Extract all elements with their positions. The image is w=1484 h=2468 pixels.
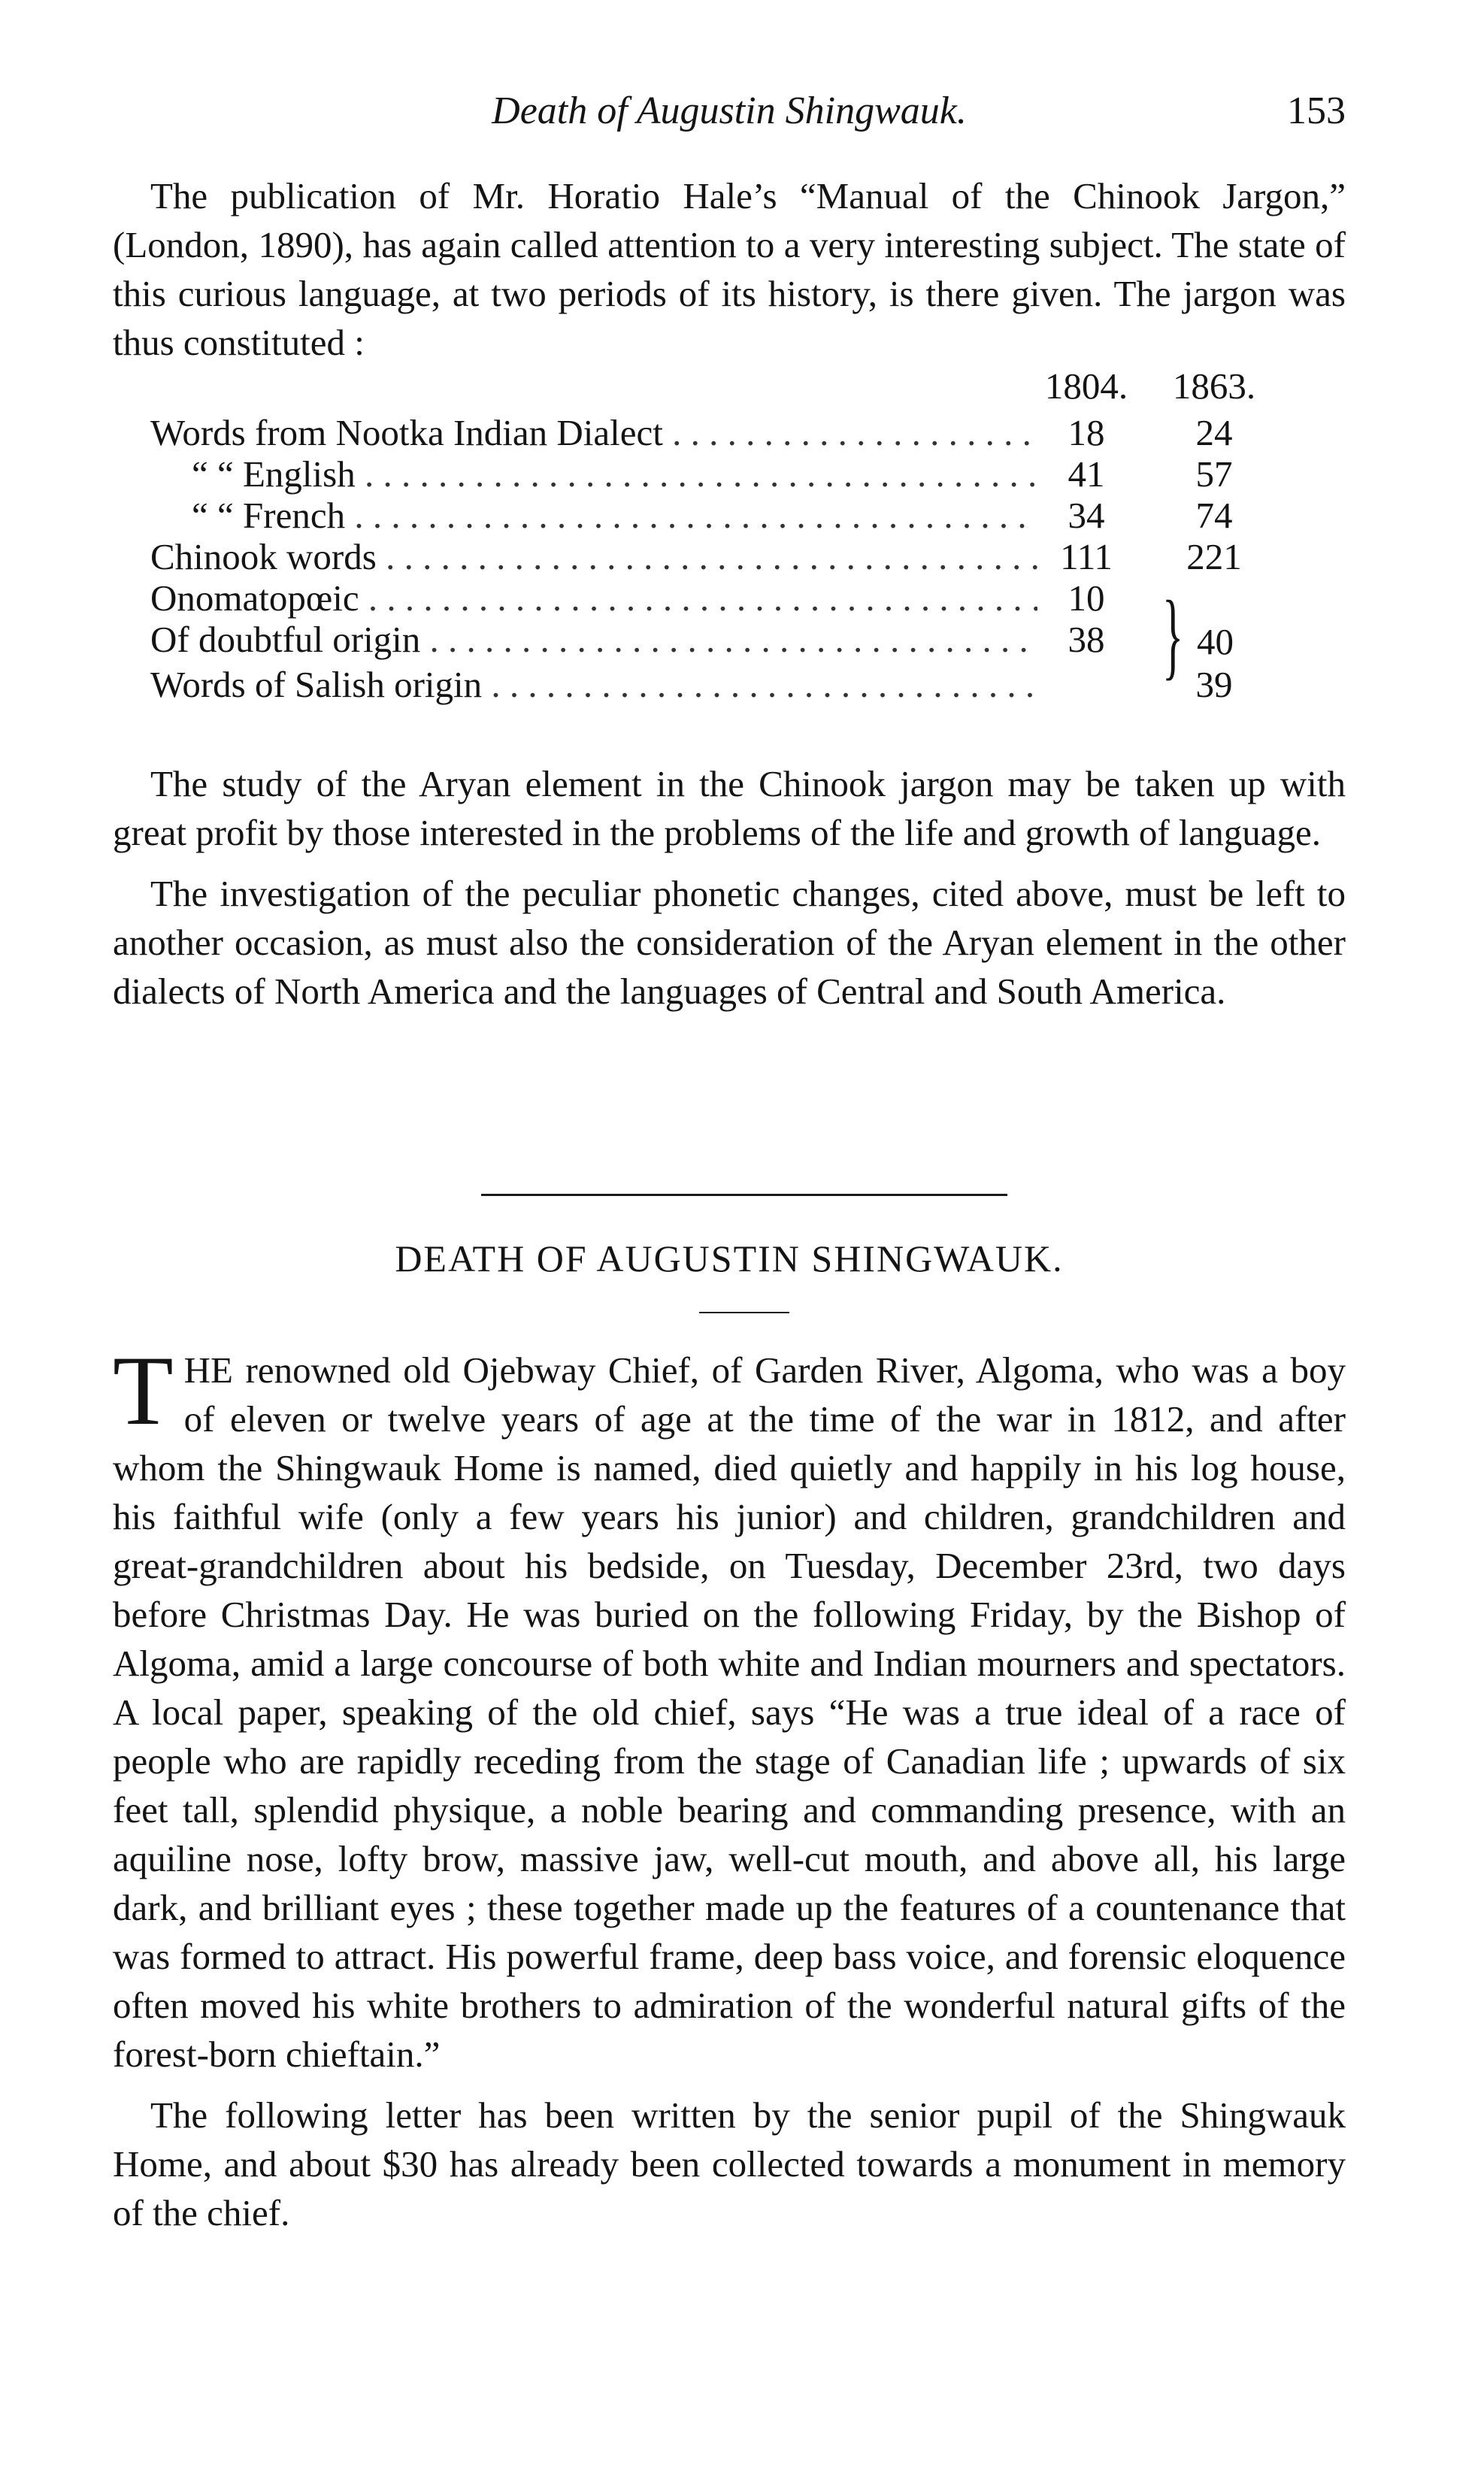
section-divider — [481, 1194, 1007, 1196]
table-row — [150, 411, 1316, 453]
value-1863: 39 — [1195, 664, 1233, 705]
table-row — [150, 453, 1316, 495]
value-1863: 74 — [1195, 495, 1233, 536]
letter-paragraph: The following letter has been written by the senior pupil of the Shingwauk Home, and about $30 has already been collected towards a monument in memory of the chief. — [113, 2094, 1346, 2233]
intro-paragraph: The publication of Mr. Horatio Hale’s “Manual of the Chinook Jargon,” (London, 1890), has again called attention to a very interesting subject. The state of this curious language, at two periods of its history, is there given. The jargon was thus constituted : — [113, 175, 1346, 363]
running-head — [113, 89, 1346, 141]
value-1804: 41 — [1068, 453, 1105, 495]
column-header-1863: 1863. — [1172, 365, 1256, 407]
row-label: “ “ French . . . — [192, 494, 1037, 537]
table-row — [150, 494, 1316, 536]
investigation-paragraph: The investigation of the peculiar phonetic changes, cited above, must be left to another occasion, as must also the consideration of the Aryan element in the other dialects of North America and the languages of Central and South America. — [113, 873, 1346, 1012]
value-1804: 18 — [1068, 412, 1105, 453]
value-1804: 38 — [1068, 619, 1105, 660]
heading-underline — [699, 1312, 789, 1313]
value-1863: 221 — [1186, 536, 1242, 577]
obituary-text: HE renowned old Ojebway Chief, of Garden River, Algoma, who was a boy of eleven or twelve years of age at the time of the war in 1812, and after whom the Shingwauk Home is named, died quietly and happily in his log house, his faithful wife (only a few years his junior) and children, grandchildren and great-grandchildren about his bedside, on Tuesday, December 23rd, two days before Christmas Day. He was buried on the following Friday, by the Bishop of Algoma, amid a large concourse of both white and Indian mourners and spectators. A local paper, speaking of the old chief, says “He was a true ideal of a race of people who are rapidly receding from the stage of Canadian life ; upwards of six feet tall, splendid physique, a noble bearing and commanding presence, with an aquiline nose, lofty brow, massive jaw, well-cut mouth, and above all, his large dark, and brilliant eyes ; these together made up the features of a countenance that was formed to attract. His powerful frame, deep bass voice, and forensic eloquence often moved his white brothers to admiration of the wonderful natural gifts of the forest-born chieftain.” — [113, 1349, 1346, 2075]
table-row — [150, 663, 1316, 705]
table-row — [150, 535, 1316, 577]
value-1804: 34 — [1068, 495, 1105, 536]
row-label: Chinook words . . . — [150, 535, 1037, 578]
table-row — [150, 618, 1316, 660]
row-label: Words from Nootka Indian Dialect . . . — [150, 411, 1037, 454]
column-header-1804: 1804. — [1044, 365, 1128, 407]
value-1804: 111 — [1060, 536, 1113, 577]
table-header-row — [150, 365, 1316, 410]
row-label: “ “ English . . . — [192, 453, 1037, 495]
value-1804: 10 — [1068, 577, 1105, 619]
drop-cap: T — [113, 1335, 174, 1446]
table-row — [150, 577, 1316, 619]
value-1863: 24 — [1195, 412, 1233, 453]
obituary-paragraph — [113, 1335, 1346, 2079]
aryan-paragraph: The study of the Aryan element in the Chinook jargon may be taken up with great profit by those interested in the problems of the life and growth of language. — [113, 763, 1346, 853]
row-label: Onomatopœic . . . — [150, 577, 1037, 619]
closing-paragraphs-block — [113, 759, 1346, 1016]
running-title: Death of Augustin Shingwauk. — [492, 89, 967, 132]
row-label: Words of Salish origin . . . — [150, 663, 1037, 706]
value-1863: 57 — [1195, 453, 1233, 495]
intro-paragraph-block — [113, 171, 1346, 367]
page-number: 153 — [1287, 89, 1346, 132]
bracketed-total-1863: 40 — [1197, 621, 1234, 662]
curly-brace-icon: } — [1162, 581, 1184, 689]
row-label: Of doubtful origin . . . — [150, 618, 1037, 661]
obituary-block — [113, 1335, 1346, 2237]
section-heading: DEATH OF AUGUSTIN SHINGWAUK. — [395, 1237, 1064, 1279]
